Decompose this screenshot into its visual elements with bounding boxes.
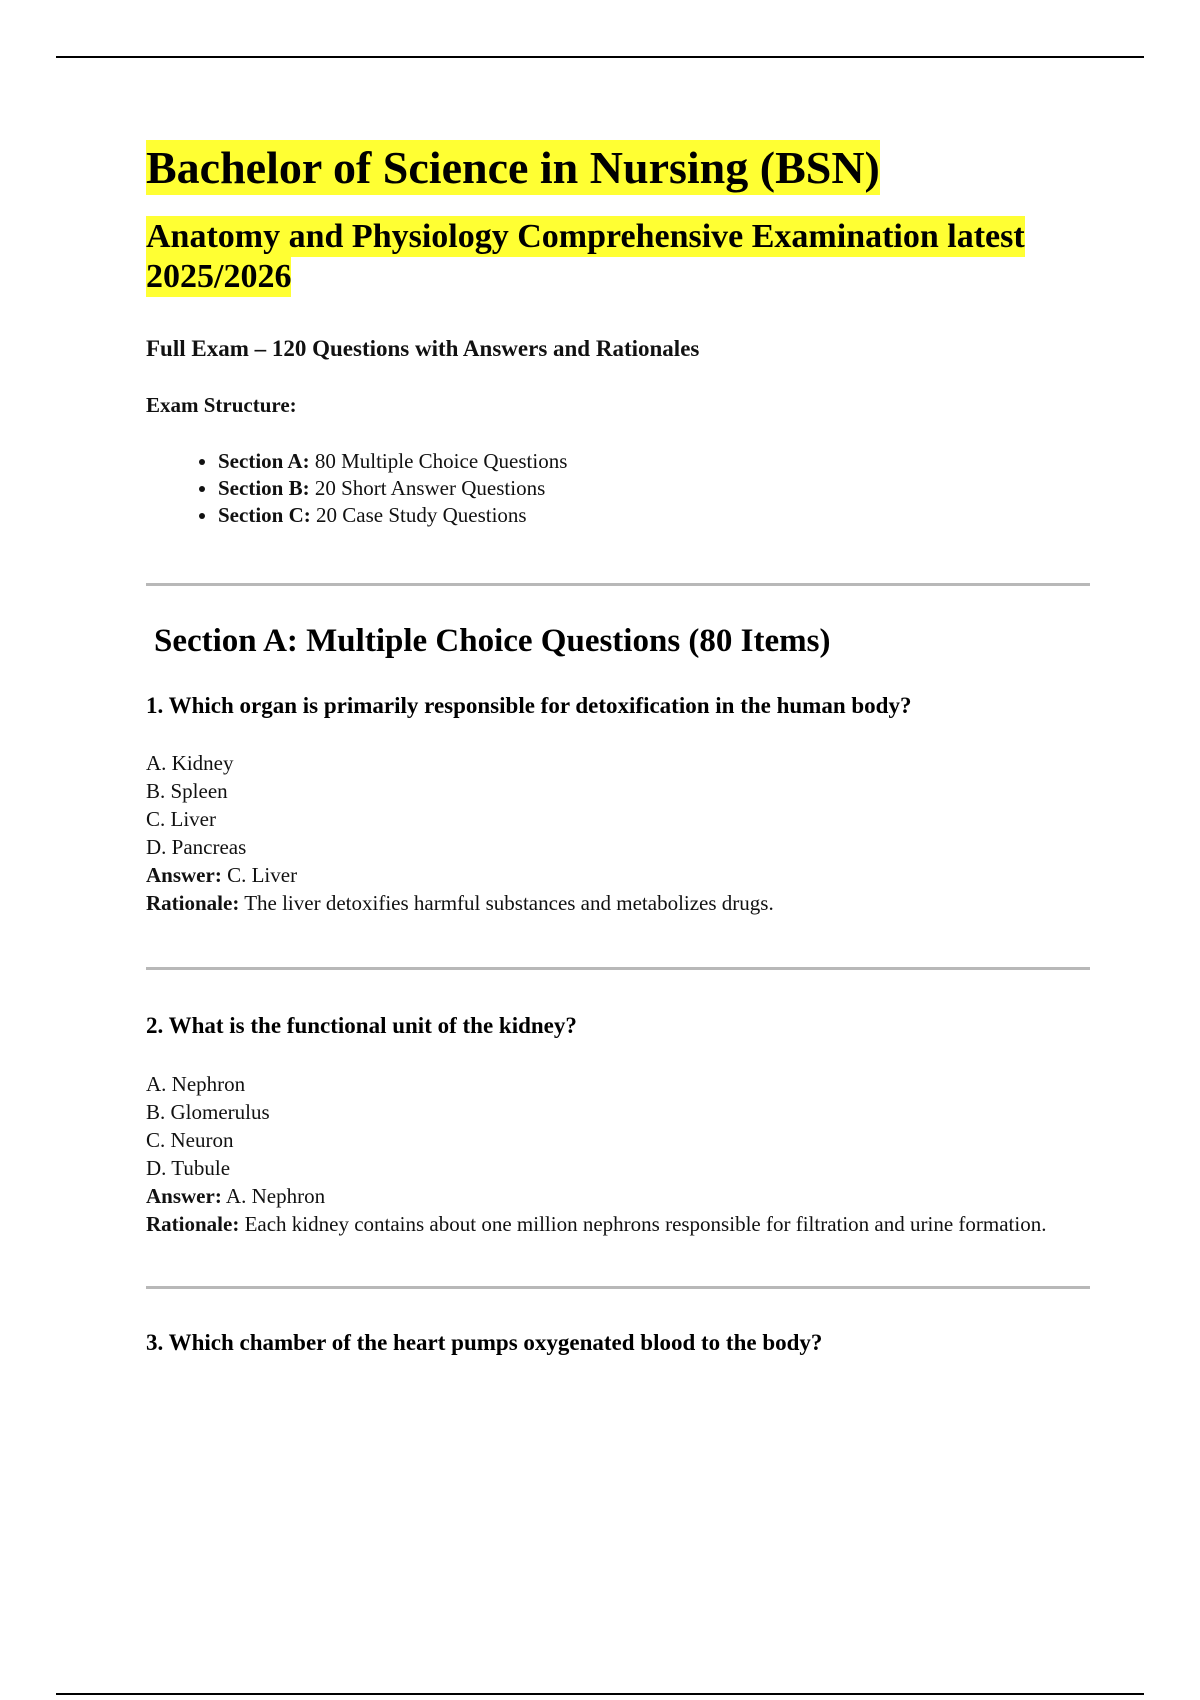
option-d: D. Pancreas xyxy=(146,835,247,860)
exam-overview: Full Exam – 120 Questions with Answers and Rationales xyxy=(146,336,700,362)
section-label: Section A: xyxy=(218,448,310,473)
list-item xyxy=(218,448,1090,475)
answer-line xyxy=(146,861,1090,889)
rationale-label: Rationale: xyxy=(146,891,240,916)
answer-value: C. Liver xyxy=(227,863,298,888)
option-d: D. Tubule xyxy=(146,1155,231,1180)
question-1: 1. Which organ is primarily responsible for detoxification in the human body? xyxy=(146,692,912,718)
document-subtitle: Anatomy and Physiology Comprehensive Examination latest 2025/2026 xyxy=(146,218,1025,296)
document-body xyxy=(146,140,1090,1356)
option-c: C. Neuron xyxy=(146,1127,234,1152)
option-b: B. Glomerulus xyxy=(146,1099,270,1124)
rationale-label: Rationale: xyxy=(146,1211,240,1236)
rationale-text: Each kidney contains about one million nephrons responsible for filtration and urine formation. xyxy=(244,1211,1047,1236)
answer-value: A. Nephron xyxy=(225,1183,326,1208)
divider xyxy=(146,583,1090,586)
page-bottom-rule xyxy=(56,1693,1144,1695)
divider xyxy=(146,1286,1090,1289)
question-1-block xyxy=(146,749,1090,917)
section-label: Section C: xyxy=(218,502,311,527)
option-c: C. Liver xyxy=(146,807,216,832)
answer-label: Answer: xyxy=(146,1183,222,1208)
exam-structure-list xyxy=(146,448,1090,529)
rationale-line xyxy=(146,889,1090,917)
document-title: Bachelor of Science in Nursing (BSN) xyxy=(146,142,880,193)
section-a-title: Section A: Multiple Choice Questions (80 Items) xyxy=(154,622,831,659)
question-2-block xyxy=(146,1070,1090,1238)
section-description: 20 Short Answer Questions xyxy=(314,475,546,500)
option-a: A. Nephron xyxy=(146,1071,246,1096)
option-a: A. Kidney xyxy=(146,751,234,776)
rationale-line xyxy=(146,1210,1090,1238)
list-item xyxy=(218,502,1090,529)
option-b: B. Spleen xyxy=(146,779,228,804)
section-label: Section B: xyxy=(218,475,310,500)
question-3: 3. Which chamber of the heart pumps oxygenated blood to the body? xyxy=(146,1329,823,1355)
question-2: 2. What is the functional unit of the kidney? xyxy=(146,1013,577,1039)
section-description: 20 Case Study Questions xyxy=(316,502,527,527)
answer-label: Answer: xyxy=(146,863,222,888)
list-item xyxy=(218,475,1090,502)
exam-structure-heading: Exam Structure: xyxy=(146,392,297,417)
divider xyxy=(146,967,1090,970)
section-description: 80 Multiple Choice Questions xyxy=(314,448,568,473)
rationale-text: The liver detoxifies harmful substances and metabolizes drugs. xyxy=(244,891,774,916)
page-top-rule xyxy=(56,56,1144,58)
answer-line xyxy=(146,1182,1090,1210)
